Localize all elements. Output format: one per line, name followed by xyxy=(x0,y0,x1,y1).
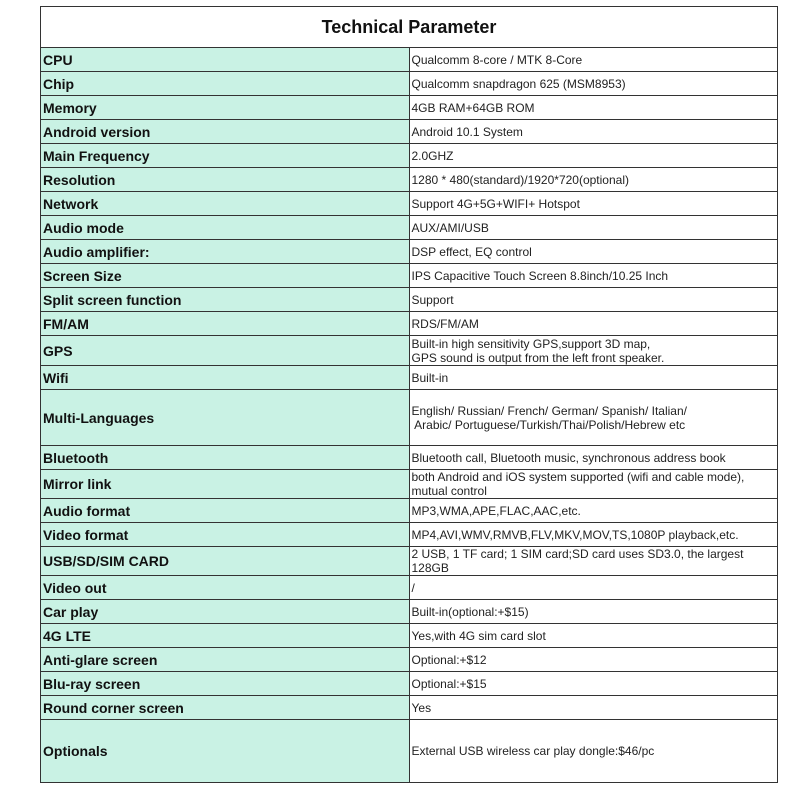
table-row xyxy=(41,336,778,366)
table-row xyxy=(41,240,778,264)
row-label: Audio mode xyxy=(41,216,410,240)
table-row xyxy=(41,366,778,390)
row-label: Round corner screen xyxy=(41,696,410,720)
technical-parameter-table xyxy=(40,6,778,783)
row-value: Yes,with 4G sim card slot xyxy=(409,624,778,648)
row-value-line: GPS sound is output from the left front speaker. xyxy=(411,350,665,365)
row-label: Audio format xyxy=(41,499,410,523)
row-label: Car play xyxy=(41,600,410,624)
row-label: Main Frequency xyxy=(41,144,410,168)
row-label: 4G LTE xyxy=(41,624,410,648)
row-value: Built-in(optional:+$15) xyxy=(409,600,778,624)
table-row xyxy=(41,96,778,120)
table-row xyxy=(41,547,778,576)
table-row xyxy=(41,168,778,192)
row-value-line: Arabic/ Portuguese/Turkish/Thai/Polish/Hebrew etc xyxy=(411,417,686,432)
table-row xyxy=(41,144,778,168)
row-value xyxy=(409,390,778,446)
table-row xyxy=(41,312,778,336)
table-row xyxy=(41,72,778,96)
table-row xyxy=(41,192,778,216)
table-row xyxy=(41,446,778,470)
row-label: Mirror link xyxy=(41,470,410,499)
row-label: Resolution xyxy=(41,168,410,192)
table-row xyxy=(41,648,778,672)
row-value: Optional:+$15 xyxy=(409,672,778,696)
table-row xyxy=(41,264,778,288)
table-row xyxy=(41,288,778,312)
row-label: FM/AM xyxy=(41,312,410,336)
row-value: Android 10.1 System xyxy=(409,120,778,144)
table-row xyxy=(41,624,778,648)
row-value: Qualcomm snapdragon 625 (MSM8953) xyxy=(409,72,778,96)
table-row xyxy=(41,470,778,499)
row-value: RDS/FM/AM xyxy=(409,312,778,336)
row-label: Chip xyxy=(41,72,410,96)
row-label: Android version xyxy=(41,120,410,144)
row-value: 4GB RAM+64GB ROM xyxy=(409,96,778,120)
table-title: Technical Parameter xyxy=(41,7,778,48)
row-label: Optionals xyxy=(41,720,410,783)
row-value-line: Built-in high sensitivity GPS,support 3D map, xyxy=(411,336,651,351)
title-row xyxy=(41,7,778,48)
row-value: Support 4G+5G+WIFI+ Hotspot xyxy=(409,192,778,216)
row-value: Bluetooth call, Bluetooth music, synchronous address book xyxy=(409,446,778,470)
row-value: Support xyxy=(409,288,778,312)
row-value: MP3,WMA,APE,FLAC,AAC,etc. xyxy=(409,499,778,523)
row-label: Blu-ray screen xyxy=(41,672,410,696)
row-value: AUX/AMI/USB xyxy=(409,216,778,240)
row-label: Bluetooth xyxy=(41,446,410,470)
table-row xyxy=(41,600,778,624)
table-row xyxy=(41,720,778,783)
table-row xyxy=(41,576,778,600)
row-label: Screen Size xyxy=(41,264,410,288)
row-label: Wifi xyxy=(41,366,410,390)
row-label: Audio amplifier: xyxy=(41,240,410,264)
table-row xyxy=(41,216,778,240)
row-value: External USB wireless car play dongle:$46/pc xyxy=(409,720,778,783)
table-row xyxy=(41,672,778,696)
row-value xyxy=(409,336,778,366)
row-label: CPU xyxy=(41,48,410,72)
table-row xyxy=(41,48,778,72)
table-row xyxy=(41,523,778,547)
row-value: / xyxy=(409,576,778,600)
row-value: 2 USB, 1 TF card; 1 SIM card;SD card uses SD3.0, the largest 128GB xyxy=(409,547,778,576)
table-row xyxy=(41,499,778,523)
row-value-line: English/ Russian/ French/ German/ Spanish/ Italian/ xyxy=(411,403,687,418)
row-label: Network xyxy=(41,192,410,216)
row-label: Multi-Languages xyxy=(41,390,410,446)
row-label: Memory xyxy=(41,96,410,120)
row-label: Video format xyxy=(41,523,410,547)
row-value: Built-in xyxy=(409,366,778,390)
table-row xyxy=(41,120,778,144)
row-value: DSP effect, EQ control xyxy=(409,240,778,264)
row-value: Optional:+$12 xyxy=(409,648,778,672)
row-label: GPS xyxy=(41,336,410,366)
table-row xyxy=(41,696,778,720)
row-label: Anti-glare screen xyxy=(41,648,410,672)
row-value: IPS Capacitive Touch Screen 8.8inch/10.25 Inch xyxy=(409,264,778,288)
row-value: 1280 * 480(standard)/1920*720(optional) xyxy=(409,168,778,192)
row-label: Split screen function xyxy=(41,288,410,312)
row-value: Qualcomm 8-core / MTK 8-Core xyxy=(409,48,778,72)
row-value: Yes xyxy=(409,696,778,720)
row-value: MP4,AVI,WMV,RMVB,FLV,MKV,MOV,TS,1080P playback,etc. xyxy=(409,523,778,547)
row-label: Video out xyxy=(41,576,410,600)
table-row xyxy=(41,390,778,446)
row-value: 2.0GHZ xyxy=(409,144,778,168)
row-value: both Android and iOS system supported (wifi and cable mode), mutual control xyxy=(409,470,778,499)
row-label: USB/SD/SIM CARD xyxy=(41,547,410,576)
